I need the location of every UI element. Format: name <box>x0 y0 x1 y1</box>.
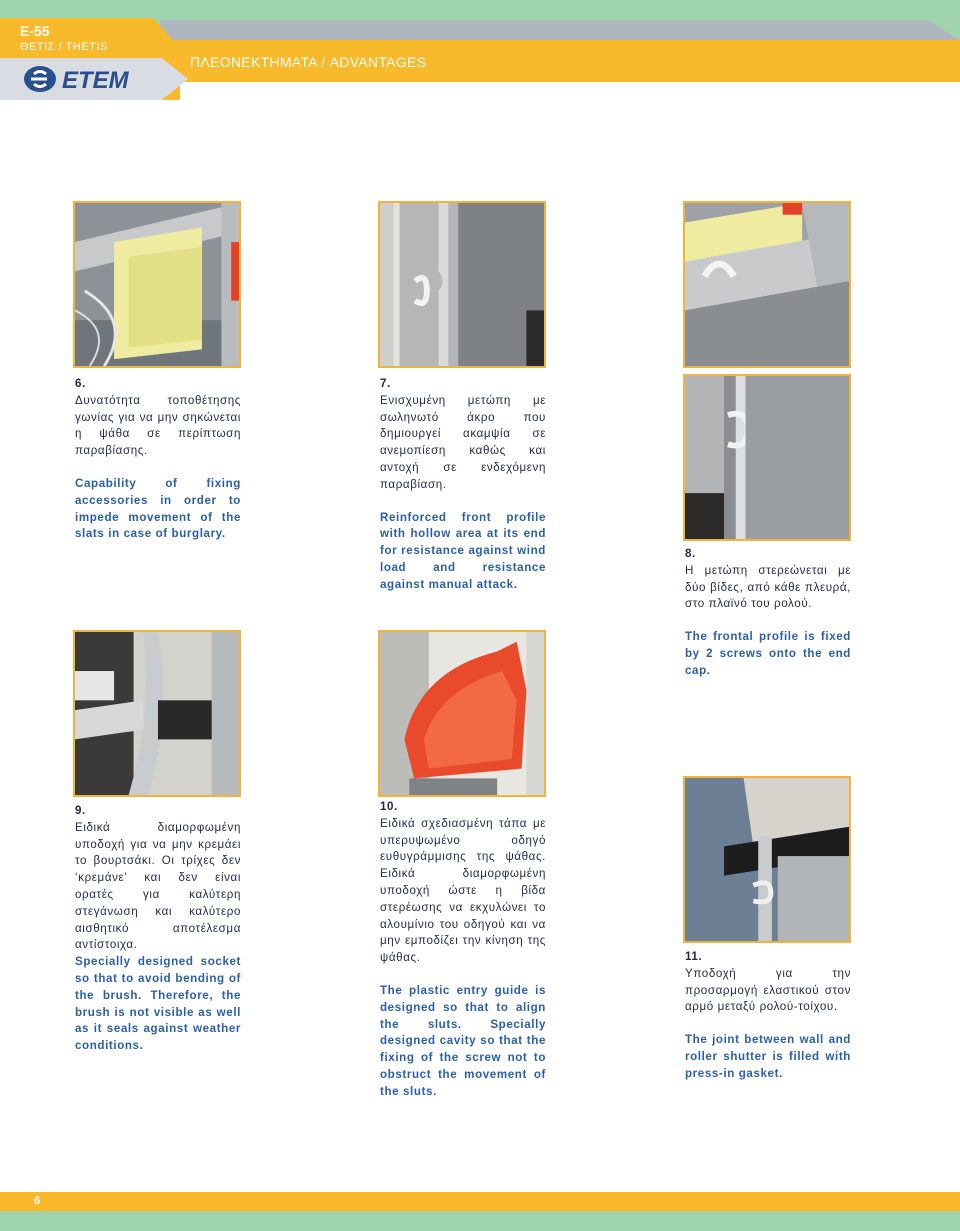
item-number: 10. <box>380 800 398 813</box>
product-series: ΘΕΤΙΣ / THETIS <box>20 41 108 53</box>
english-description: Capability of fixing accessories in order to impede movement of the slats in case of burglary. <box>75 476 241 541</box>
photo-brush-socket <box>73 630 241 797</box>
page-number: 6 <box>34 1195 41 1207</box>
advantage-10 <box>380 799 546 1101</box>
item-number: 9. <box>75 804 86 817</box>
english-description: The plastic entry guide is designed so that to align the sluts. Specially designed cavity so that the fixing of the screw not to obstruct the movement of the sluts. <box>380 983 546 1098</box>
photo-frontal-profile-top <box>683 201 851 368</box>
footer-yellow-band <box>0 1192 960 1211</box>
product-code: E-55 <box>20 23 50 39</box>
greek-description: Η μετώπη στερεώνεται με δύο βίδες, από κάθε πλευρά, στο πλαϊνό του ρολού. <box>685 563 851 611</box>
etem-logo <box>22 63 162 95</box>
footer-green-band <box>0 1211 960 1231</box>
photo-frontal-profile-screws <box>683 374 851 541</box>
english-description: The frontal profile is fixed by 2 screws onto the end cap. <box>685 630 851 677</box>
greek-description: Ειδικά σχεδιασμένη τάπα με υπερυψωμένο οδηγό ευθυγράμμισης της ψάθας. Ειδικά διαμορφωμένη υποδοχή ώστε η βίδα στερέωσης να εκχυλώνει το αλουμίνιο του οδηγού και να μην εμποδίζει την κίνηση της ψάθας. <box>380 816 546 965</box>
advantage-6 <box>75 376 241 543</box>
greek-description: Υποδοχή για την προσαρμογή ελαστικού στον αρμό μεταξύ ρολού-τοίχου. <box>685 966 851 1014</box>
english-description: Specially designed socket so that to avoid bending of the brush. Therefore, the brush is not visible as well as it seals against weather conditions. <box>75 955 241 1053</box>
item-number: 6. <box>75 377 86 390</box>
advantage-11 <box>685 949 851 1083</box>
greek-description: Δυνατότητα τοποθέτησης γωνίας για να μην σηκώνεται η ψάθα σε περίπτωση παραβίασης. <box>75 393 241 458</box>
item-number: 8. <box>685 547 696 560</box>
greek-description: Ενισχυμένη μετώπη με σωληνωτό άκρο που δημιουργεί ακαμψία σε ανεμοπίεση καθώς και αντοχή σε ενδεχόμενη παραβίαση. <box>380 393 546 491</box>
item-number: 7. <box>380 377 391 390</box>
svg-text:ETEM: ETEM <box>62 67 129 94</box>
header-gray-band <box>160 20 960 40</box>
advantage-9 <box>75 803 241 1055</box>
greek-description: Ειδικά διαμορφωμένη υποδοχή για να μην κρεμάει το βουρτσάκι. Οι τρίχες δεν ‘κρεμάνε’ και δεν είναι ορατές για καλύτερη στεγάνωση και καλύτερο αισθητικό αποτέλεσμα αντίστοιχα. <box>75 820 241 952</box>
section-title: ΠΛΕΟΝΕΚΤΗΜΑΤΑ / ADVANTAGES <box>190 54 427 70</box>
photo-reinforced-profile <box>378 201 546 368</box>
english-description: The joint between wall and roller shutter is filled with press-in gasket. <box>685 1033 851 1080</box>
english-description: Reinforced front profile with hollow area at its end for resistance against wind load and resistance against manual attack. <box>380 510 546 591</box>
photo-corner-accessory <box>73 201 241 368</box>
photo-press-in-gasket <box>683 776 851 943</box>
item-number: 11. <box>685 950 703 963</box>
advantage-7 <box>380 376 546 594</box>
photo-plastic-entry-guide <box>378 630 546 797</box>
advantage-8 <box>685 546 851 680</box>
